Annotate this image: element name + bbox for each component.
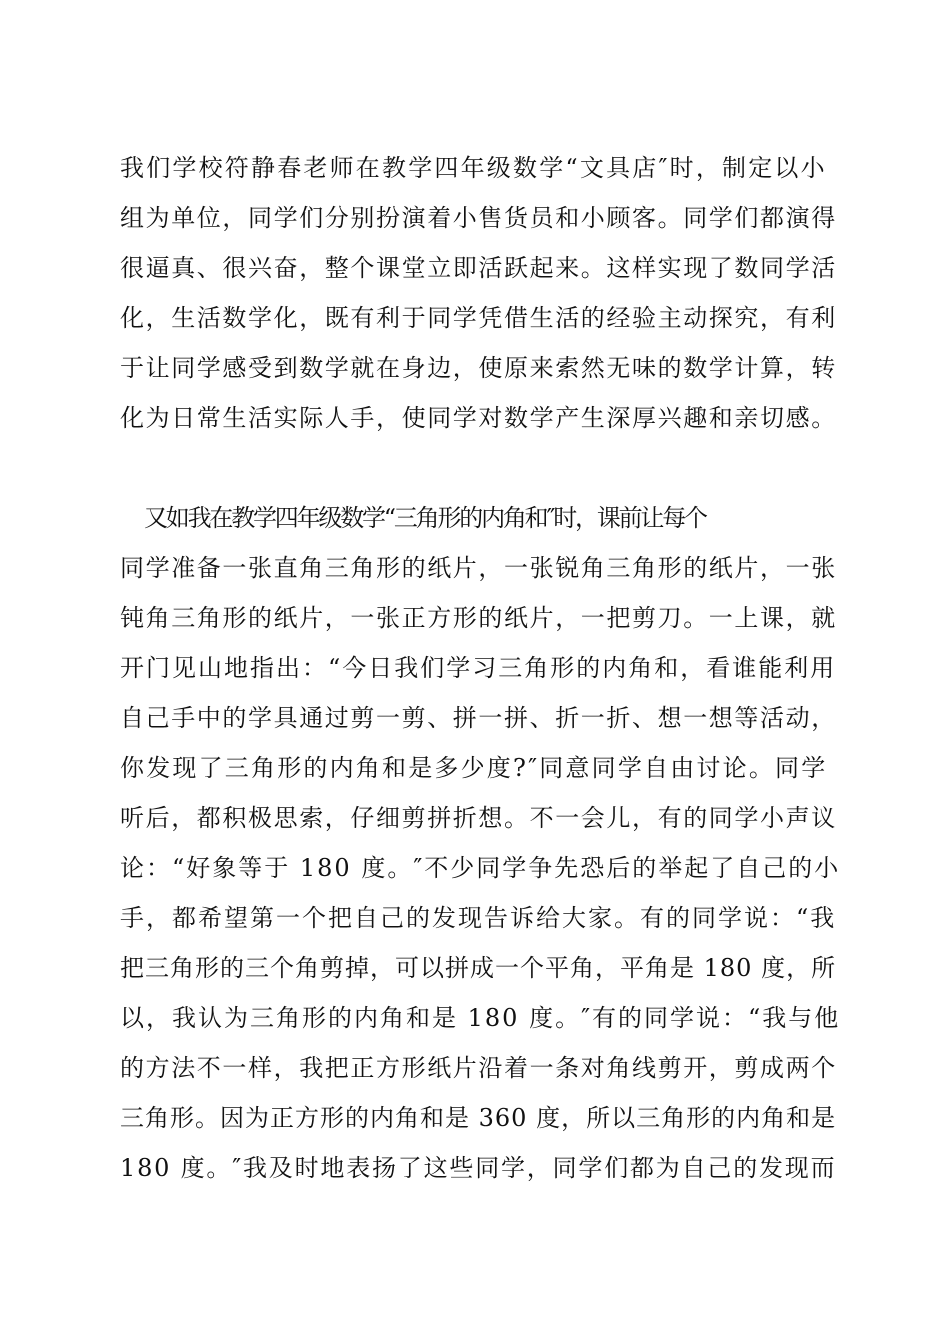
paragraph-2-line-6: 你发现了三角形的内角和是多少度?″同意同学自由讨论。同学 — [120, 754, 828, 782]
paragraph-2-line-7: 听后，都积极思索，仔细剪拼折想。不一会儿，有的同学小声议 — [120, 804, 837, 832]
paragraph-2-line-14: 180 度。″我及时地表扬了这些同学，同学们都为自己的发现而 — [120, 1154, 837, 1182]
paragraph-1-line-6: 化为日常生活实际人手，使同学对数学产生深厚兴趣和亲切感。 — [120, 404, 837, 432]
paragraph-2-line-11: 以，我认为三角形的内角和是 180 度。″有的同学说：“我与他 — [120, 1004, 841, 1032]
paragraph-1-line-5: 于让同学感受到数学就在身边，使原来索然无味的数学计算，转 — [120, 354, 837, 382]
paragraph-2-line-12: 的方法不一样，我把正方形纸片沿着一条对角线剪开，剪成两个 — [120, 1054, 837, 1082]
paragraph-1-line-1: 我们学校符静春老师在教学四年级数学“文具店″时，制定以小 — [120, 154, 827, 182]
paragraph-2-line-8: 论：“好象等于 180 度。″不少同学争先恐后的举起了自己的小 — [120, 854, 841, 882]
paragraph-2-line-13: 三角形。因为正方形的内角和是 360 度，所以三角形的内角和是 — [120, 1104, 837, 1132]
paragraph-2-line-10: 把三角形的三个角剪掉，可以拼成一个平角，平角是 180 度，所 — [120, 954, 837, 982]
paragraph-1-line-2: 组为单位，同学们分别扮演着小售货员和小顾客。同学们都演得 — [120, 204, 837, 232]
paragraph-2-line-9: 手，都希望第一个把自己的发现告诉给大家。有的同学说：“我 — [120, 904, 837, 932]
paragraph-2-line-1: 又如我在教学四年级数学“三角形的内角和″时，课前让每个 — [144, 504, 706, 532]
paragraph-2-line-5: 自己手中的学具通过剪一剪、拼一拼、折一折、想一想等活动， — [120, 704, 837, 732]
paragraph-2-line-4: 开门见山地指出：“今日我们学习三角形的内角和，看谁能利用 — [120, 654, 837, 682]
paragraph-1-line-3: 很逼真、很兴奋，整个课堂立即活跃起来。这样实现了数同学活 — [120, 254, 837, 282]
paragraph-2-line-2: 同学准备一张直角三角形的纸片，一张锐角三角形的纸片，一张 — [120, 554, 837, 582]
paragraph-1-line-4: 化，生活数学化，既有利于同学凭借生活的经验主动探究，有利 — [120, 304, 837, 332]
paragraph-2-line-3: 钝角三角形的纸片，一张正方形的纸片，一把剪刀。一上课，就 — [120, 604, 837, 632]
